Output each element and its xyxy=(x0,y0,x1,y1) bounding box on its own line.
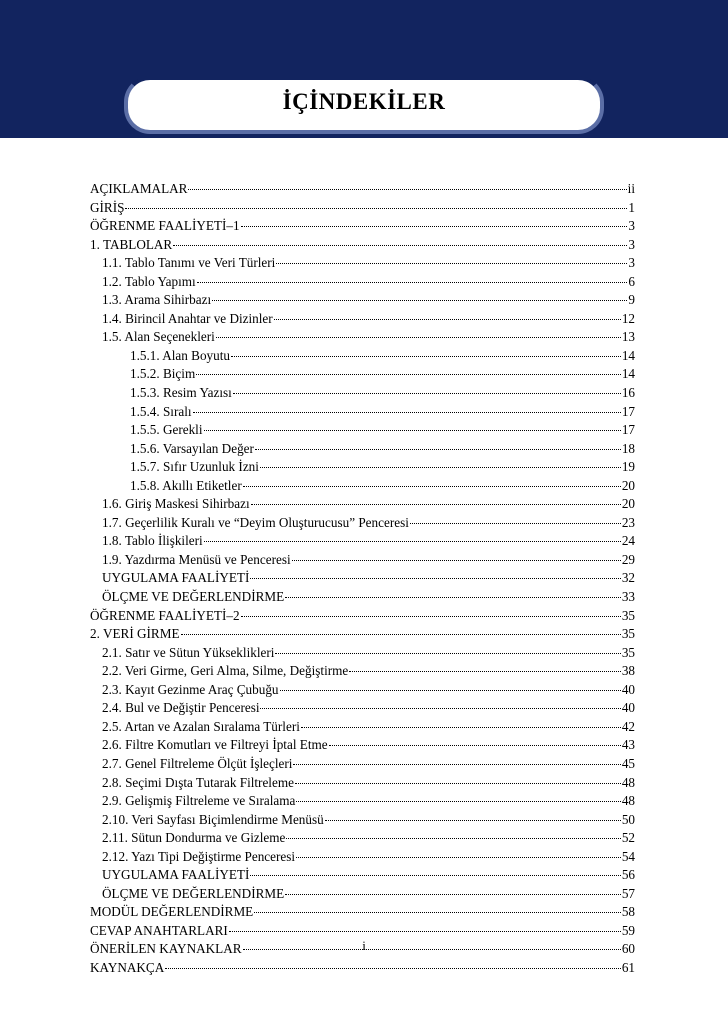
toc-entry[interactable] xyxy=(90,792,635,811)
toc-entry-label: 2.7. Genel Filtreleme Ölçüt İşleçleri xyxy=(102,755,293,771)
toc-entry-page: 14 xyxy=(621,347,635,363)
toc-leader-dots xyxy=(251,503,621,505)
toc-entry-page: 16 xyxy=(621,385,635,401)
toc-entry-page: 23 xyxy=(621,514,635,530)
toc-entry[interactable] xyxy=(90,403,635,422)
toc-entry-label: AÇIKLAMALAR xyxy=(90,181,188,196)
toc-entry-label: 2.9. Gelişmiş Filtreleme ve Sıralama xyxy=(102,793,296,809)
toc-entry-page: 40 xyxy=(621,681,635,697)
toc-entry-page: 35 xyxy=(621,644,635,660)
toc-entry[interactable] xyxy=(90,310,635,329)
toc-leader-dots xyxy=(292,559,621,561)
toc-entry-page: 9 xyxy=(628,292,635,308)
toc-leader-dots xyxy=(349,670,621,672)
toc-entry-page: 35 xyxy=(621,626,635,642)
title-frame xyxy=(124,76,604,134)
toc-entry-label: 1.5.3. Resim Yazısı xyxy=(130,385,232,401)
toc-leader-dots xyxy=(293,763,620,765)
toc-entry-page: 43 xyxy=(621,737,635,753)
toc-entry[interactable] xyxy=(90,736,635,755)
toc-leader-dots xyxy=(125,207,627,209)
toc-entry-page: 13 xyxy=(621,329,635,345)
toc-entry-page: 59 xyxy=(621,922,635,938)
toc-entry-page: 12 xyxy=(621,310,635,326)
toc-leader-dots xyxy=(285,893,621,895)
toc-entry-label: 1.2. Tablo Yapımı xyxy=(102,273,196,289)
toc-entry[interactable] xyxy=(90,662,635,681)
toc-entry-label: UYGULAMA FAALİYETİ xyxy=(102,570,250,586)
toc-entry-label: 1.5.7. Sıfır Uzunluk İzni xyxy=(130,459,259,475)
toc-entry-label: 1.4. Birincil Anahtar ve Dizinler xyxy=(102,310,273,326)
page-title: İÇİNDEKİLER xyxy=(282,89,446,114)
toc-leader-dots xyxy=(301,726,621,728)
toc-leader-dots xyxy=(193,411,621,413)
toc-entry[interactable] xyxy=(90,569,635,588)
toc-leader-dots xyxy=(181,633,621,635)
toc-entry-page: 35 xyxy=(621,607,635,623)
toc-entry-page: 33 xyxy=(621,589,635,605)
toc-entry-page: 57 xyxy=(621,885,635,901)
toc-entry-page: 38 xyxy=(621,663,635,679)
toc-entry[interactable] xyxy=(90,273,635,292)
toc-entry-label: UYGULAMA FAALİYETİ xyxy=(102,867,250,883)
toc-leader-dots xyxy=(296,856,621,858)
toc-leader-dots xyxy=(276,262,627,264)
toc-entry-label: ÖNERİLEN KAYNAKLAR xyxy=(90,941,242,957)
toc-entry-label: 2.4. Bul ve Değiştir Penceresi xyxy=(102,700,260,716)
toc-entry-page: 45 xyxy=(621,755,635,771)
toc-entry-label: 1.5.2. Biçim xyxy=(130,366,196,382)
toc-entry-label: 1.7. Geçerlilik Kuralı ve “Deyim Oluşturucusu” Penceresi xyxy=(102,514,409,530)
toc-entry-page: 1 xyxy=(628,199,635,215)
toc-entry[interactable] xyxy=(90,347,635,366)
toc-entry-page: 19 xyxy=(621,459,635,475)
toc-entry[interactable] xyxy=(90,495,635,514)
toc-entry-label: 1.5.5. Gerekli xyxy=(130,422,203,438)
toc-entry-label: 1.5.8. Akıllı Etiketler xyxy=(130,477,242,493)
toc-entry-page: 48 xyxy=(621,774,635,790)
toc-leader-dots xyxy=(165,967,621,969)
toc-entry[interactable] xyxy=(90,829,635,848)
toc-entry[interactable] xyxy=(90,254,635,273)
toc-leader-dots xyxy=(286,837,620,839)
toc-leader-dots xyxy=(275,652,620,654)
toc-leader-dots xyxy=(274,318,621,320)
toc-entry[interactable] xyxy=(90,718,635,737)
toc-leader-dots xyxy=(173,244,627,246)
toc-entry[interactable] xyxy=(90,903,635,922)
toc-leader-dots xyxy=(280,689,621,691)
toc-entry-label: 1.6. Giriş Maskesi Sihirbazı xyxy=(102,496,250,512)
toc-leader-dots xyxy=(212,299,627,301)
toc-entry-label: 1.5.1. Alan Boyutu xyxy=(130,347,231,363)
toc-entry[interactable] xyxy=(90,866,635,885)
toc-entry-label: 2.5. Artan ve Azalan Sıralama Türleri xyxy=(102,718,300,734)
toc-leader-dots xyxy=(329,744,621,746)
toc-entry[interactable] xyxy=(90,477,635,496)
toc-entry[interactable] xyxy=(90,365,635,384)
toc-entry[interactable] xyxy=(90,514,635,533)
toc-entry-page: 58 xyxy=(621,904,635,920)
toc-entry-page: 18 xyxy=(621,440,635,456)
toc-entry-page: 24 xyxy=(621,533,635,549)
toc-entry-label: GİRİŞ xyxy=(90,199,125,215)
toc-entry-label: ÖLÇME VE DEĞERLENDİRME xyxy=(102,885,285,901)
toc-entry-page: 29 xyxy=(621,551,635,567)
toc-entry-label: 2.3. Kayıt Gezinme Araç Çubuğu xyxy=(102,681,279,697)
toc-entry[interactable] xyxy=(90,199,635,218)
toc-entry[interactable] xyxy=(90,811,635,830)
toc-entry[interactable] xyxy=(90,384,635,403)
toc-entry[interactable] xyxy=(90,607,635,626)
toc-leader-dots xyxy=(285,596,621,598)
toc-entry[interactable] xyxy=(90,421,635,440)
toc-entry-label: 1.9. Yazdırma Menüsü ve Penceresi xyxy=(102,551,291,567)
toc-leader-dots xyxy=(188,188,626,190)
toc-entry[interactable] xyxy=(90,440,635,459)
toc-entry-label: 1.5.4. Sıralı xyxy=(130,403,192,419)
toc-entry[interactable] xyxy=(90,532,635,551)
toc-leader-dots xyxy=(260,707,620,709)
toc-entry-page: 17 xyxy=(621,422,635,438)
toc-entry[interactable] xyxy=(90,328,635,347)
toc-entry[interactable] xyxy=(90,551,635,570)
toc-leader-dots xyxy=(255,448,621,450)
toc-entry[interactable] xyxy=(90,588,635,607)
toc-leader-dots xyxy=(243,485,621,487)
toc-entry-label: 1.5. Alan Seçenekleri xyxy=(102,329,215,345)
toc-entry-label: 2.2. Veri Girme, Geri Alma, Silme, Değiştirme xyxy=(102,663,349,679)
banner-gap xyxy=(0,138,728,148)
toc-entry-page: 54 xyxy=(621,848,635,864)
toc-leader-dots xyxy=(295,782,621,784)
toc-entry-label: KAYNAKÇA xyxy=(90,959,165,975)
toc-entry[interactable] xyxy=(90,848,635,867)
toc-leader-dots xyxy=(196,373,621,375)
toc-entry-page: 6 xyxy=(628,273,635,289)
toc-leader-dots xyxy=(254,911,621,913)
toc-leader-dots xyxy=(204,429,621,431)
toc-entry-page: 60 xyxy=(621,941,635,957)
toc-leader-dots xyxy=(410,522,621,524)
toc-entry-page: 3 xyxy=(628,236,635,252)
toc-entry[interactable] xyxy=(90,180,635,199)
toc-entry-label: 1.1. Tablo Tanımı ve Veri Türleri xyxy=(102,255,276,271)
toc-entry[interactable] xyxy=(90,699,635,718)
toc-entry-page: 52 xyxy=(621,830,635,846)
toc-entry-label: 1.5.6. Varsayılan Değer xyxy=(130,440,254,456)
toc-leader-dots xyxy=(250,577,620,579)
toc-leader-dots xyxy=(216,336,621,338)
toc-entry[interactable] xyxy=(90,885,635,904)
toc-leader-dots xyxy=(241,615,621,617)
toc-entry-page: 3 xyxy=(628,255,635,271)
toc-entry[interactable] xyxy=(90,236,635,255)
toc-leader-dots xyxy=(204,540,621,542)
toc-leader-dots xyxy=(260,466,621,468)
toc-entry[interactable] xyxy=(90,755,635,774)
toc-entry-label: 2.1. Satır ve Sütun Yükseklikleri xyxy=(102,644,275,660)
toc-entry-label: CEVAP ANAHTARLARI xyxy=(90,922,228,938)
toc-entry[interactable] xyxy=(90,681,635,700)
toc-leader-dots xyxy=(231,355,621,357)
toc-leader-dots xyxy=(233,392,621,394)
toc-leader-dots xyxy=(241,225,628,227)
toc-leader-dots xyxy=(229,930,621,932)
toc-entry-label: 1. TABLOLAR xyxy=(90,236,173,252)
toc-entry-label: 2.12. Yazı Tipi Değiştirme Penceresi xyxy=(102,848,296,864)
toc-entry-page: 20 xyxy=(621,477,635,493)
toc-entry-page: 32 xyxy=(621,570,635,586)
toc-entry[interactable] xyxy=(90,774,635,793)
toc-entry-page: 20 xyxy=(621,496,635,512)
toc-leader-dots xyxy=(250,874,620,876)
toc-entry-page: 17 xyxy=(621,403,635,419)
toc-entry-label: 1.8. Tablo İlişkileri xyxy=(102,533,203,549)
toc-entry-page: 14 xyxy=(621,366,635,382)
toc-entry-page: 48 xyxy=(621,793,635,809)
toc-entry[interactable] xyxy=(90,625,635,644)
toc-entry-page: 42 xyxy=(621,718,635,734)
toc-entry-label: MODÜL DEĞERLENDİRME xyxy=(90,904,254,920)
toc-entry-label: 2.8. Seçimi Dışta Tutarak Filtreleme xyxy=(102,774,294,790)
toc-leader-dots xyxy=(197,281,628,283)
toc-entry-label: 2. VERİ GİRME xyxy=(90,626,180,642)
toc-entry-label: 1.3. Arama Sihirbazı xyxy=(102,292,212,308)
toc-entry[interactable] xyxy=(90,644,635,663)
toc-entry-page: 40 xyxy=(621,700,635,716)
toc-entry-label: 2.6. Filtre Komutları ve Filtreyi İptal Etme xyxy=(102,737,328,753)
toc-entry[interactable] xyxy=(90,959,635,978)
toc-entry-label: ÖĞRENME FAALİYETİ–2 xyxy=(90,607,240,623)
toc-entry-page: 56 xyxy=(621,867,635,883)
toc-entry-label: ÖĞRENME FAALİYETİ–1 xyxy=(90,218,240,234)
toc-entry-page: ii xyxy=(627,181,635,196)
toc-entry[interactable] xyxy=(90,291,635,310)
table-of-contents xyxy=(90,180,635,978)
toc-leader-dots xyxy=(296,800,620,802)
toc-entry-label: ÖLÇME VE DEĞERLENDİRME xyxy=(102,589,285,605)
toc-entry-label: 2.10. Veri Sayfası Biçimlendirme Menüsü xyxy=(102,811,324,827)
toc-entry-page: 3 xyxy=(628,218,635,234)
toc-leader-dots xyxy=(325,819,621,821)
toc-entry[interactable] xyxy=(90,217,635,236)
toc-entry-label: 2.11. Sütun Dondurma ve Gizleme xyxy=(102,830,286,846)
toc-entry-page: 61 xyxy=(621,959,635,975)
toc-entry-page: 50 xyxy=(621,811,635,827)
toc-entry[interactable] xyxy=(90,458,635,477)
page-number: i xyxy=(362,938,366,953)
